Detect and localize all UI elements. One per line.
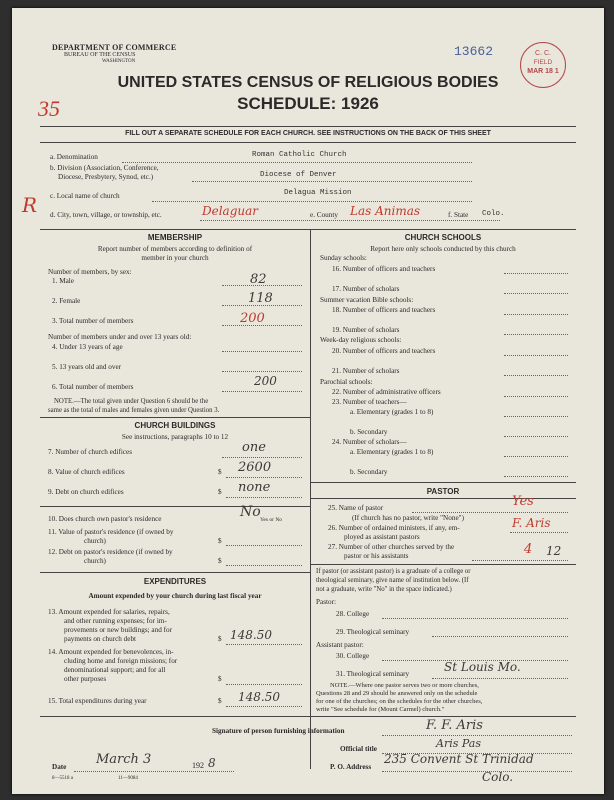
rule (310, 482, 576, 483)
state-label: f. State (448, 211, 469, 219)
q27-extra: 12 (546, 544, 562, 558)
dotted-line (504, 476, 568, 477)
q10-value: No (240, 504, 261, 520)
dotted-line (504, 293, 568, 294)
rule (40, 142, 576, 143)
q28-label: 28. College (336, 610, 370, 618)
dotted-line (226, 684, 302, 685)
instructions: FILL OUT A SEPARATE SCHEDULE FOR EACH CHURCH. SEE INSTRUCTIONS ON THE BACK OF THIS SHEET (125, 130, 491, 137)
q9-label: 9. Debt on church edifices (48, 488, 124, 496)
membership-intro-2: member in your church (141, 254, 209, 262)
local-name-value: Delagua Mission (284, 189, 352, 197)
signature-label: Signature of person furnishing information (212, 727, 345, 735)
dotted-line (200, 220, 500, 221)
q1-label: 1. Male (52, 277, 74, 285)
department-name: DEPARTMENT OF COMMERCE (52, 43, 177, 52)
dotted-line (504, 334, 568, 335)
column-divider (310, 229, 311, 769)
address-label: P. O. Address (330, 763, 372, 771)
dotted-line (192, 181, 472, 182)
print-code: 8—5518 a (52, 776, 73, 781)
dotted-line (382, 771, 572, 772)
dotted-line (222, 391, 302, 392)
margin-mark: R (22, 193, 38, 217)
q31-value: St Louis Mo. (444, 660, 521, 674)
q14-dollar: $ (218, 675, 222, 683)
q8-value: 2600 (238, 460, 272, 475)
official-title-value: Aris Pas (436, 737, 481, 750)
q29-label: 29. Theological seminary (336, 628, 410, 636)
dotted-line (226, 565, 302, 566)
address-value-2: Colo. (482, 770, 514, 784)
state-value: Colo. (482, 210, 505, 218)
q7-label: 7. Number of church edifices (48, 448, 133, 456)
q23b-label: b. Secondary (350, 428, 388, 436)
city-name: WASHINGTON (102, 59, 136, 64)
q14-label-1: 14. Amount expended for benevolences, in- (48, 648, 174, 656)
sunday-label: Sunday schools: (320, 254, 367, 262)
year-digit: 8 (208, 756, 216, 770)
pastor-note-3: for one of the churches; on the schedules for the other churches, (316, 698, 483, 705)
q24a-label: a. Elementary (grades 1 to 8) (350, 448, 434, 456)
q2-label: 2. Female (52, 297, 81, 305)
membership-title: MEMBERSHIP (147, 233, 203, 242)
rule (310, 564, 576, 565)
city-value: Delaguar (202, 204, 259, 218)
expenditures-sub: Amount expended by your church during last fiscal year (88, 592, 262, 600)
dotted-line (382, 618, 568, 619)
q25-value: Yes (512, 494, 534, 509)
q6-label: 6. Total number of members (52, 383, 134, 391)
rule (40, 417, 310, 418)
q5-label: 5. 13 years old and over (52, 363, 122, 371)
parochial-label: Parochial schools: (320, 378, 373, 386)
county-label: e. County (310, 211, 338, 219)
q10-label: 10. Does church own pastor's residence (48, 515, 162, 523)
q24b-label: b. Secondary (350, 468, 388, 476)
stamp-middle: FIELD (533, 59, 553, 66)
pastor-note-4: write "See schedule for (Mount Carmel) church." (316, 706, 445, 713)
q25-label: 25. Name of pastor (328, 504, 384, 512)
college-note-3: not a graduate, write "No" in the space indicated.) (316, 586, 452, 593)
dotted-line (226, 477, 302, 478)
q12-dollar: $ (218, 557, 222, 565)
q13-label-3: provements or new buildings; and for (64, 626, 172, 634)
q14-label-2: cluding home and foreign missions; for (64, 657, 178, 665)
dotted-line (382, 735, 572, 736)
q3-value: 200 (240, 311, 265, 326)
handwritten-number: 35 (38, 96, 60, 121)
q25-hint: (If church has no pastor, write "None") (352, 514, 464, 522)
dotted-line (510, 532, 568, 533)
denomination-value: Roman Catholic Church (252, 151, 347, 159)
q2-value: 118 (248, 291, 273, 306)
dotted-line (472, 560, 568, 561)
buildings-sub: See instructions, paragraphs 10 to 12 (121, 433, 229, 441)
county-value: Las Animas (350, 204, 421, 218)
rule (40, 126, 576, 127)
q1-value: 82 (250, 272, 267, 287)
q11-label-1: 11. Value of pastor's residence (if owned by (48, 528, 174, 536)
assistant-sub-label: Assistant pastor: (316, 641, 364, 649)
q3-label: 3. Total number of members (52, 317, 134, 325)
pastor-note-2: Questions 28 and 29 should be answered only on the schedule (316, 690, 478, 697)
schools-title: CHURCH SCHOOLS (404, 233, 482, 242)
division-label-2: Diocese, Presbytery, Synod, etc.) (58, 173, 154, 181)
dotted-line (226, 644, 302, 645)
q15-value: 148.50 (238, 690, 280, 704)
dotted-line (432, 636, 568, 637)
college-note-1: If pastor (or assistant pastor) is a graduate of a college or (316, 568, 471, 575)
q20-label: 20. Number of officers and teachers (332, 347, 436, 355)
dotted-line (504, 396, 568, 397)
q13-dollar: $ (218, 635, 222, 643)
q8-label: 8. Value of church edifices (48, 468, 125, 476)
bureau-name: BUREAU OF THE CENSUS (64, 52, 136, 58)
rule (40, 716, 576, 717)
q9-value: none (238, 480, 271, 495)
serial-number: 13662 (454, 44, 494, 59)
dotted-line (226, 706, 302, 707)
q13-label-2: and other running expenses; for im- (64, 617, 167, 625)
signature-value: F. F. Aris (426, 718, 483, 733)
college-note-2: theological seminary, give name of institution below. (If (316, 577, 469, 584)
membership-intro-1: Report number of members according to definition of (97, 245, 253, 253)
address-value: 235 Convent St Trinidad (384, 752, 534, 766)
q13-label-1: 13. Amount expended for salaries, repairs, (48, 608, 170, 616)
age-intro-label: Number of members under and over 13 years old: (48, 333, 192, 341)
membership-note-2: same as the total of males and females given under Question 3. (48, 407, 220, 414)
q15-dollar: $ (218, 697, 222, 705)
q16-label: 16. Number of officers and teachers (332, 265, 436, 273)
q24-label: 24. Number of scholars— (332, 438, 407, 446)
dotted-line (504, 436, 568, 437)
local-name-label: c. Local name of church (50, 192, 120, 200)
q14-label-4: other purposes (64, 675, 107, 683)
q27-label-2: pastor or his assistants (344, 552, 409, 560)
stamp-date: MAR 18 1 (527, 68, 559, 75)
dotted-line (226, 545, 302, 546)
rule (40, 229, 576, 230)
by-sex-label: Number of members, by sex: (48, 268, 132, 276)
q9-dollar: $ (218, 488, 222, 496)
q14-label-3: denominational support; and for all (64, 666, 166, 674)
pastor-note-1: NOTE.—Where one pastor serves two or more churches, (330, 682, 479, 689)
dotted-line (412, 512, 568, 513)
q17-label: 17. Number of scholars (332, 285, 400, 293)
q13-value: 148.50 (230, 628, 272, 642)
q23a-label: a. Elementary (grades 1 to 8) (350, 408, 434, 416)
q27-label-1: 27. Number of other churches served by the (328, 543, 455, 551)
dotted-line (222, 457, 302, 458)
dotted-line (504, 416, 568, 417)
expenditures-title: EXPENDITURES (143, 577, 207, 586)
dotted-line (432, 678, 568, 679)
q4-label: 4. Under 13 years of age (52, 343, 123, 351)
dotted-line (74, 771, 234, 772)
dotted-line (152, 201, 472, 202)
denomination-label: a. Denomination (50, 153, 98, 161)
membership-note-1: NOTE.—The total given under Question 6 should be the (54, 398, 209, 405)
rule (40, 506, 310, 507)
division-value: Diocese of Denver (260, 171, 337, 179)
rule (40, 572, 310, 573)
schedule-title: SCHEDULE: 1926 (237, 94, 379, 113)
dotted-line (504, 355, 568, 356)
official-title-label: Official title (340, 745, 377, 753)
dotted-line (222, 371, 302, 372)
q21-label: 21. Number of scholars (332, 367, 400, 375)
weekday-label: Week-day religious schools: (320, 336, 402, 344)
dotted-line (504, 273, 568, 274)
division-label-1: b. Division (Association, Conference, (50, 164, 159, 172)
q15-label: 15. Total expenditures during year (48, 697, 147, 705)
q11-dollar: $ (218, 537, 222, 545)
date-value: March 3 (96, 752, 152, 767)
date-label: Date (52, 763, 67, 771)
q18-label: 18. Number of officers and teachers (332, 306, 436, 314)
buildings-title: CHURCH BUILDINGS (134, 421, 216, 430)
q26-label-2: ployed as assistant pastors (344, 533, 420, 541)
pastor-sub-label: Pastor: (316, 598, 336, 606)
q22-label: 22. Number of administrative officers (332, 388, 441, 396)
q13-label-4: payments on church debt (64, 635, 137, 643)
q7-value: one (242, 440, 266, 455)
summer-label: Summer vacation Bible schools: (320, 296, 414, 304)
rule (310, 498, 576, 499)
dotted-line (226, 497, 302, 498)
dotted-line (504, 456, 568, 457)
q12-label-2: church) (84, 557, 106, 565)
q19-label: 19. Number of scholars (332, 326, 400, 334)
dotted-line (122, 162, 472, 163)
q30-label: 30. College (336, 652, 370, 660)
dotted-line (504, 314, 568, 315)
q11-label-2: church) (84, 537, 106, 545)
q12-label-1: 12. Debt on pastor's residence (if owned by (48, 548, 173, 556)
q26-value: F. Aris (512, 516, 551, 530)
q23-label: 23. Number of teachers— (332, 398, 407, 406)
schools-sub: Report here only schools conducted by this church (370, 245, 516, 253)
dotted-line (504, 375, 568, 376)
q26-label-1: 26. Number of ordained ministers, if any, em- (328, 524, 460, 532)
form-title: UNITED STATES CENSUS OF RELIGIOUS BODIES (117, 74, 499, 91)
q8-dollar: $ (218, 468, 222, 476)
q6-value: 200 (254, 374, 277, 388)
census-schedule-sheet (12, 8, 604, 794)
dotted-line (222, 351, 302, 352)
q31-label: 31. Theological seminary (336, 670, 410, 678)
pastor-title: PASTOR (426, 487, 460, 496)
city-label: d. City, town, village, or township, etc. (50, 211, 162, 219)
yes-no-hint: Yes or No (260, 517, 283, 523)
q27-value: 4 (524, 542, 533, 557)
year-prefix: 192 (192, 761, 204, 770)
print-code-2: 11—9084 (118, 776, 138, 781)
stamp-top: C. C. (535, 50, 551, 57)
